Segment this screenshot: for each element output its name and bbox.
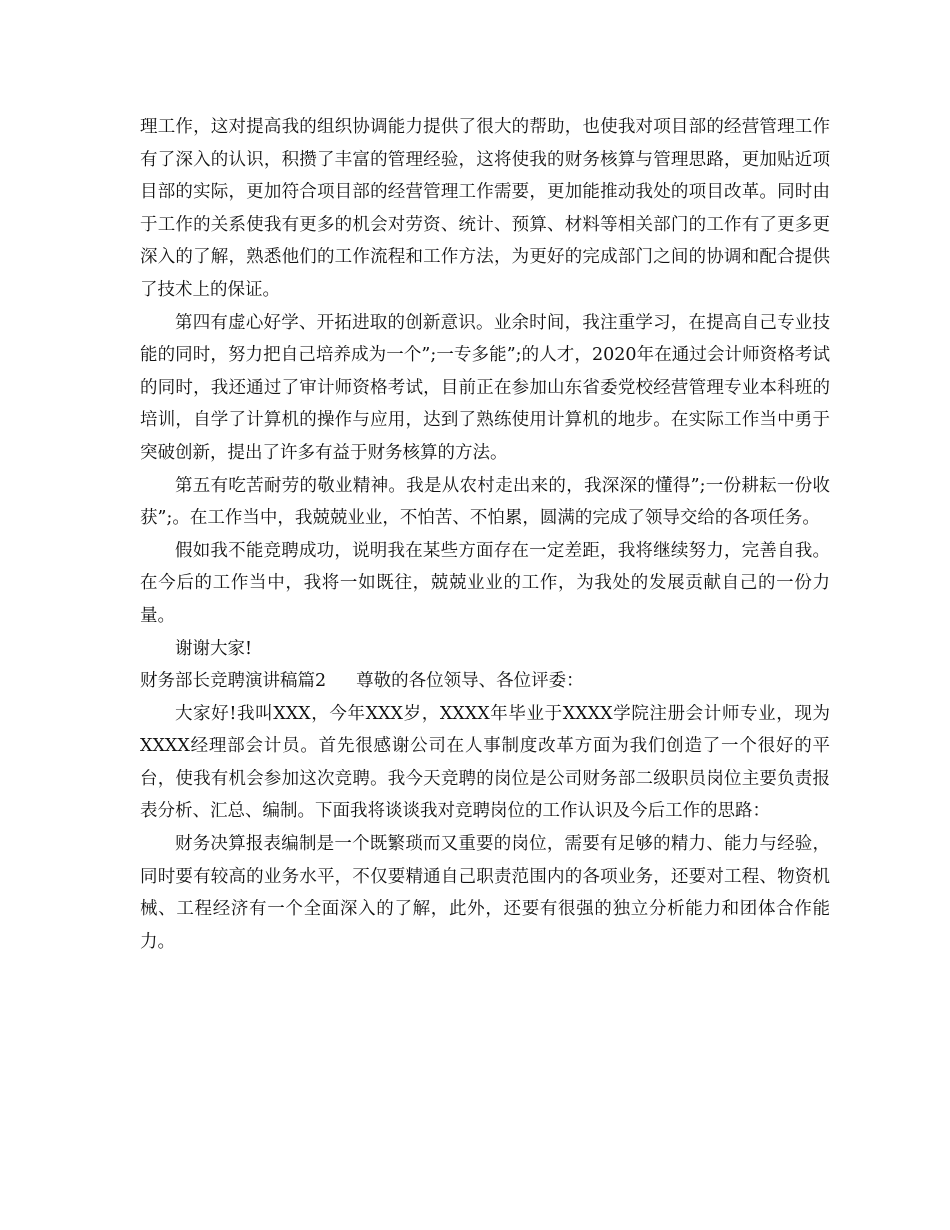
paragraph-fourth-point: 第四有虚心好学、开拓进取的创新意识。业余时间，我注重学习，在提高自己专业技能的同时，努力把自己培养成为一个”;一专多能”;的人才，2020年在通过会计师资格考试的同时，我还通过了审计师资格考试，目前正在参加山东省委党校经营管理专业本科班的培训，自学了计算机的操作与应用，达到了熟练使用计算机的地步。在实际工作当中勇于突破创新，提出了许多有益于财务核算的方法。 <box>140 312 830 463</box>
document-page <box>140 111 830 958</box>
paragraph-self-introduction: 大家好!我叫XXX，今年XXX岁，XXXX年毕业于XXXX学院注册会计师专业，现为XXXX经理部会计员。首先很感谢公司在人事制度改革方面为我们创造了一个很好的平台，使我有机会参加这次竞聘。我今天竞聘的岗位是公司财务部二级职员岗位主要负责报表分析、汇总、编制。下面我将谈谈我对竞聘岗位的工作认识及今后工作的思路： <box>140 703 830 822</box>
paragraph-fifth-point: 第五有吃苦耐劳的敬业精神。我是从农村走出来的，我深深的懂得”;一份耕耘一份收获”;。在工作当中，我兢兢业业，不怕苦、不怕累，圆满的完成了领导交给的各项任务。 <box>140 475 830 529</box>
paragraph-continuation: 理工作，这对提高我的组织协调能力提供了很大的帮助，也使我对项目部的经营管理工作有了深入的认识，积攒了丰富的管理经验，这将使我的财务核算与管理思路，更加贴近项目部的实际，更加符合项目部的经营管理工作需要，更加能推动我处的项目改革。同时由于工作的关系使我有更多的机会对劳资、统计、预算、材料等相关部门的工作有了更多更深入的了解，熟悉他们的工作流程和工作方法，为更好的完成部门之间的协调和配合提供了技术上的保证。 <box>140 117 830 300</box>
paragraph-if-not-successful: 假如我不能竞聘成功，说明我在某些方面存在一定差距，我将继续努力，完善自我。在今后的工作当中，我将一如既往，兢兢业业的工作，为我处的发展贡献自己的一份力量。 <box>140 540 830 626</box>
salutation: 尊敬的各位领导、各位评委： <box>356 671 584 692</box>
section-heading-line <box>140 665 830 698</box>
paragraph-job-understanding: 财务决算报表编制是一个既繁琐而又重要的岗位，需要有足够的精力、能力与经验，同时要有较高的业务水平，不仅要精通自己职责范围内的各项业务，还要对工程、物资机械、工程经济有一个全面深入的了解，此外，还要有很强的独立分析能力和团体合作能力。 <box>140 834 830 952</box>
paragraph-thanks: 谢谢大家! <box>175 638 253 659</box>
section-title: 财务部长竞聘演讲稿篇2 <box>140 671 327 692</box>
